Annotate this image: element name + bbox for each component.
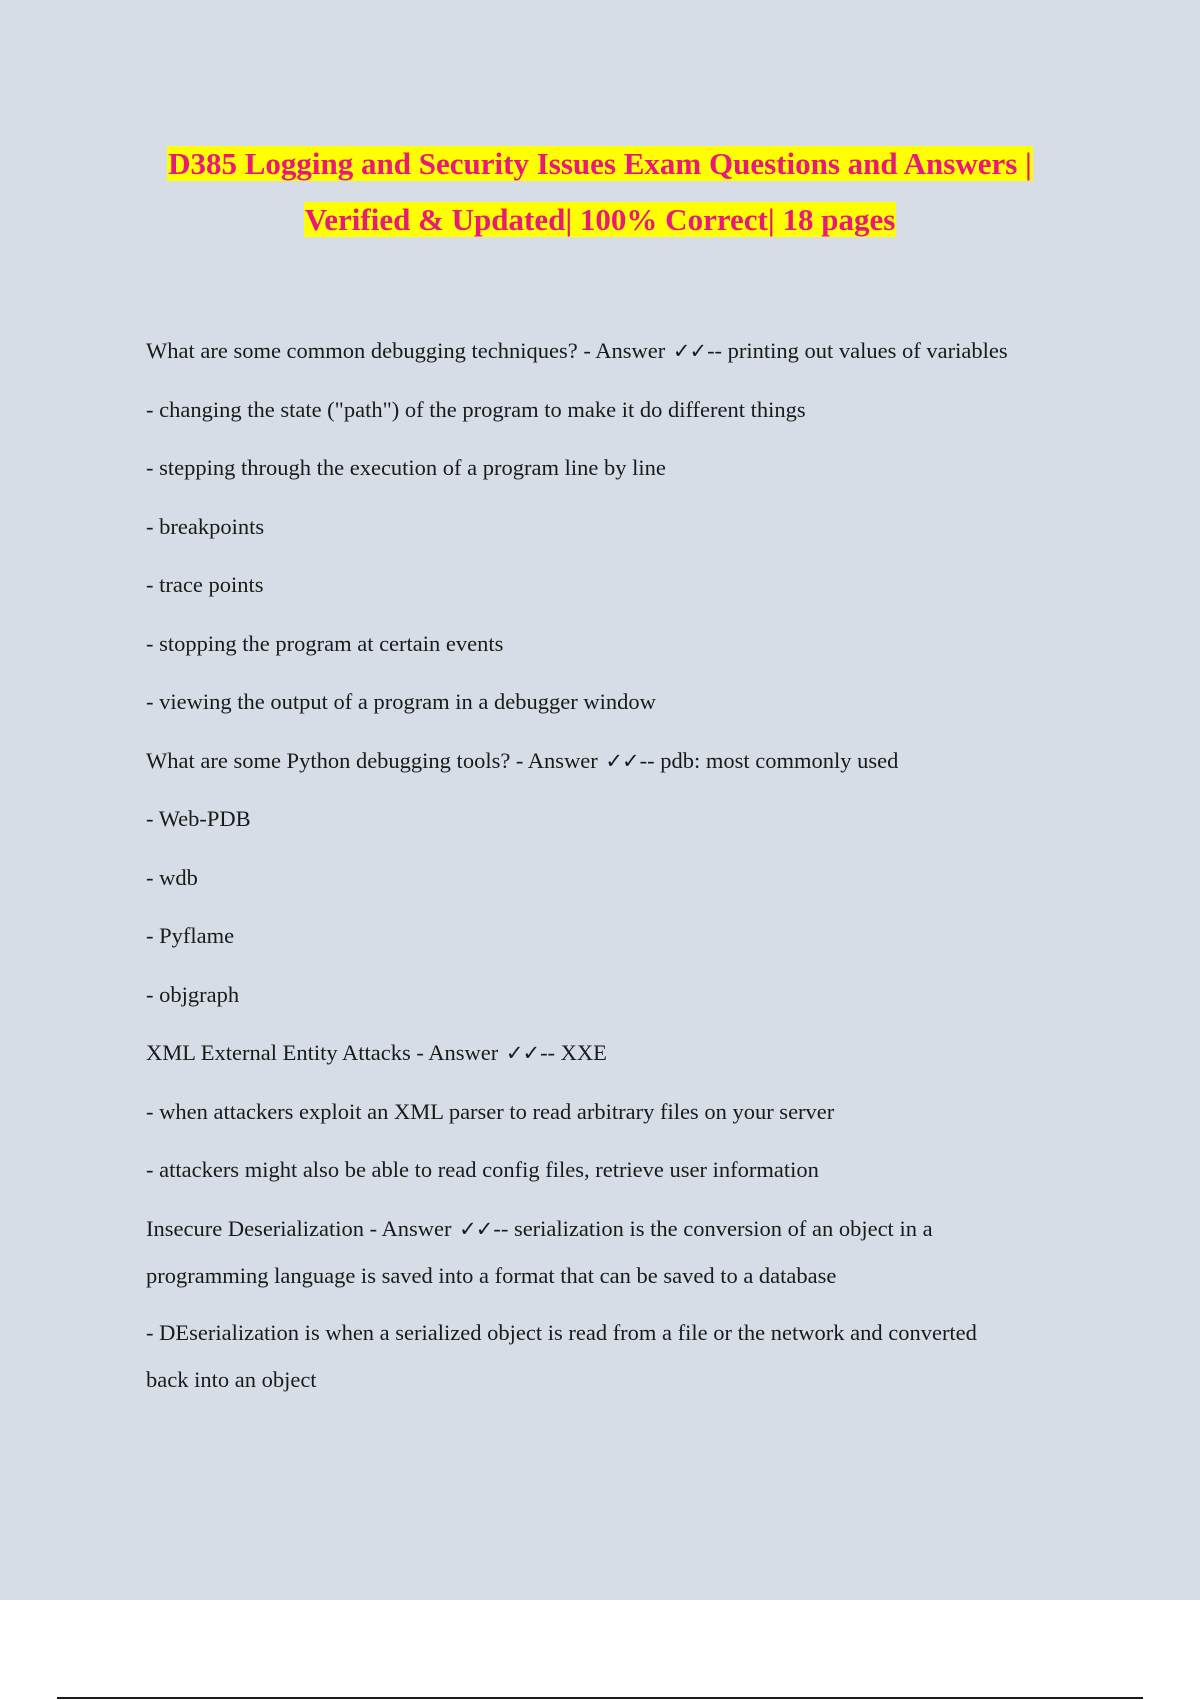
title-text-1: D385 Logging and Security Issues Exam Questions and Answers | bbox=[168, 146, 1032, 181]
title-line-2 bbox=[0, 192, 1200, 248]
answer-item: - trace points bbox=[146, 572, 264, 597]
question-line bbox=[146, 748, 1086, 807]
answer-continuation: programming language is saved into a format that can be saved to a database bbox=[146, 1262, 837, 1288]
document-title bbox=[0, 136, 1200, 248]
answer-item: - DEserialization is when a serialized object is read from a file or the network and converted bbox=[146, 1319, 977, 1345]
answer-item: - viewing the output of a program in a debugger window bbox=[146, 689, 656, 714]
question-line bbox=[146, 1216, 1086, 1263]
answer-text: -- serialization is the conversion of an object in a bbox=[493, 1215, 933, 1241]
double-check-icon: ✓✓ bbox=[605, 748, 639, 773]
title-text-2: Verified & Updated| 100% Correct| 18 pages bbox=[304, 202, 896, 237]
footer-divider bbox=[57, 1697, 1143, 1699]
answer-item: - stopping the program at certain events bbox=[146, 630, 504, 656]
double-check-icon: ✓✓ bbox=[459, 1216, 493, 1241]
answer-item: - wdb bbox=[146, 864, 198, 890]
question-text: What are some common debugging techniques? - Answer bbox=[146, 338, 671, 363]
double-check-icon: ✓✓ bbox=[672, 339, 707, 363]
answer-item: - stepping through the execution of a program line by line bbox=[146, 455, 666, 480]
question-text: Insecure Deserialization - Answer bbox=[146, 1215, 458, 1241]
qa-content bbox=[146, 338, 1086, 1424]
answer-text: -- printing out values of variables bbox=[707, 338, 1008, 363]
question-text: XML External Entity Attacks - Answer bbox=[146, 1040, 504, 1065]
question-text: What are some Python debugging tools? - Answer bbox=[146, 747, 604, 773]
answer-item: - Pyflame bbox=[146, 923, 235, 948]
title-line-1 bbox=[0, 136, 1200, 192]
double-check-icon: ✓✓ bbox=[505, 1041, 540, 1065]
answer-text: -- XXE bbox=[540, 1040, 607, 1065]
answer-item-continuation: back into an object bbox=[146, 1366, 317, 1392]
answer-item: - attackers might also be able to read config files, retrieve user information bbox=[146, 1157, 819, 1182]
answer-item: - breakpoints bbox=[146, 513, 265, 539]
answer-item: - Web-PDB bbox=[146, 806, 251, 831]
question-line bbox=[146, 338, 1086, 397]
answer-text: -- pdb: most commonly used bbox=[639, 747, 899, 773]
question-line bbox=[146, 1040, 1086, 1099]
answer-item: - when attackers exploit an XML parser to read arbitrary files on your server bbox=[146, 1098, 835, 1124]
answer-item: - changing the state ("path") of the program to make it do different things bbox=[146, 396, 806, 422]
answer-item: - objgraph bbox=[146, 981, 240, 1007]
